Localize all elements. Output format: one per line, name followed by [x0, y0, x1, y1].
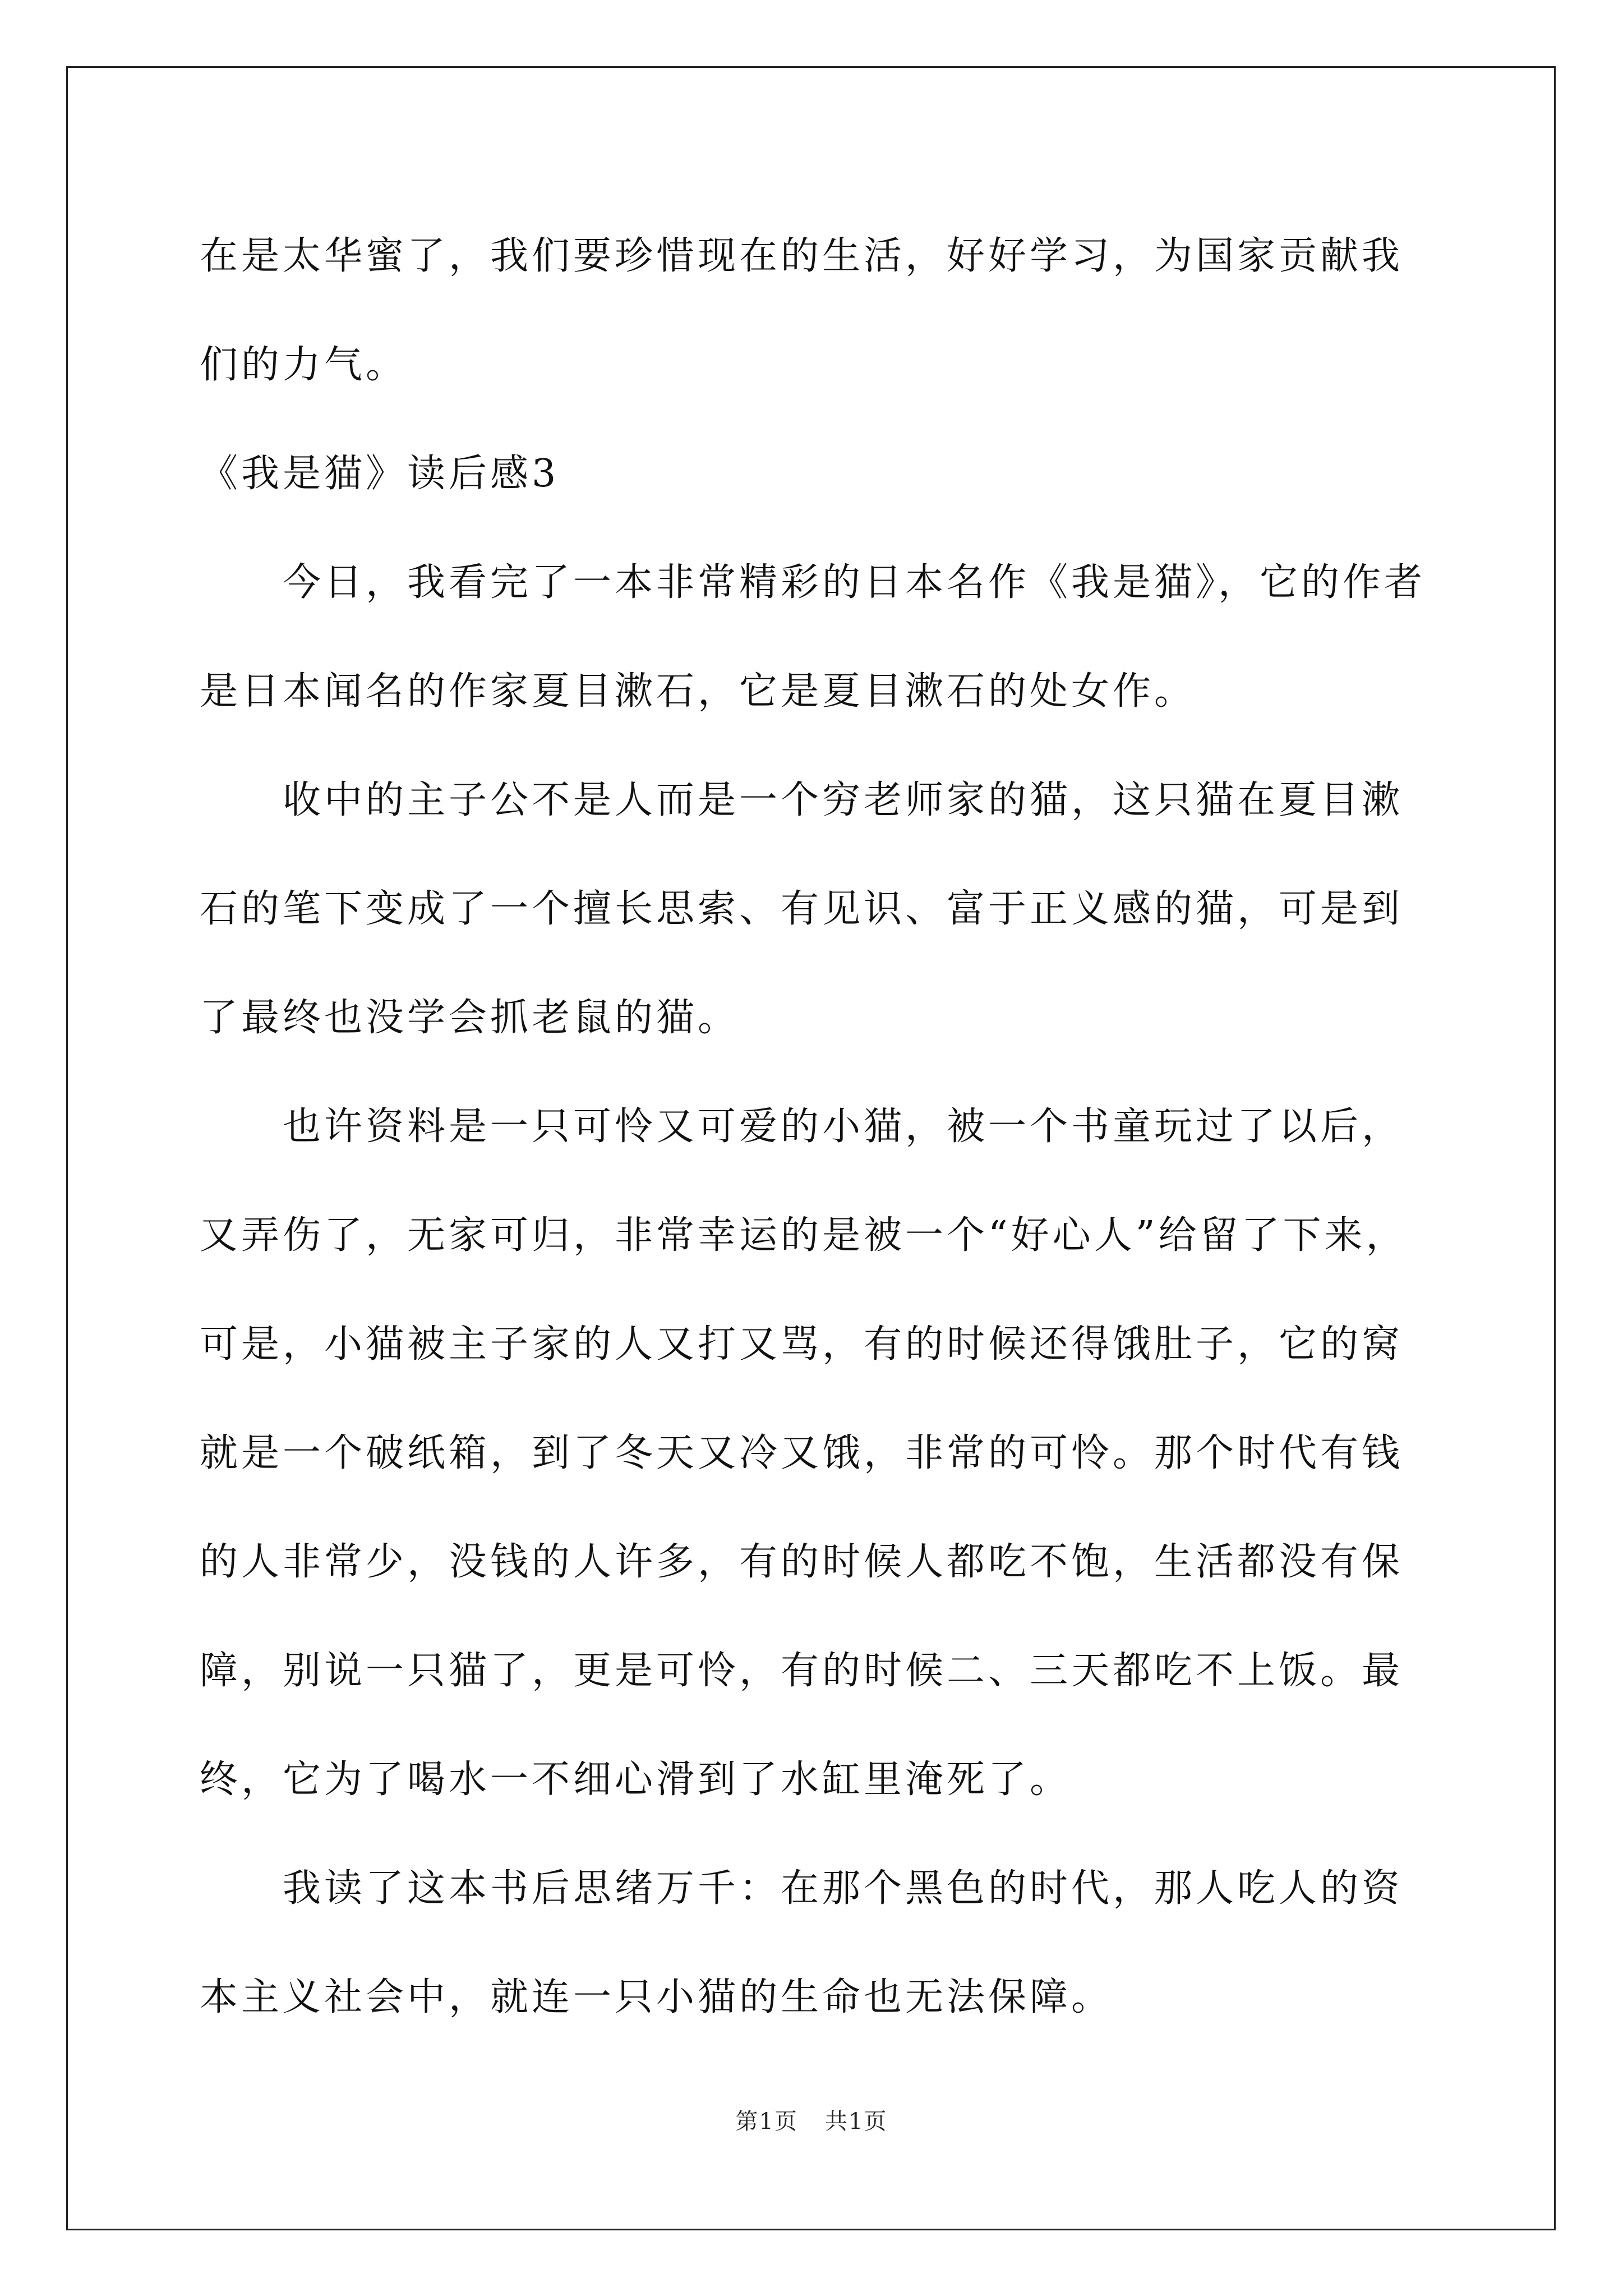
paragraph: 今日，我看完了一本非常精彩的日本名作《我是猫》，它的作者是日本闻名的作家夏目漱石，它是夏目漱石的处女作。: [200, 560, 1426, 714]
page-total: 共1页: [825, 2109, 888, 2134]
section-heading: 《我是猫》读后感3: [200, 452, 560, 496]
document-body: [200, 202, 1433, 2052]
continuation-paragraph: 在是太华蜜了，我们要珍惜现在的生活，好好学习，为国家贡献我们的力气。: [200, 234, 1404, 387]
paragraph: 我读了这本书后思绪万千：在那个黑色的时代，那人吃人的资本主义社会中，就连一只小猫的生命也无法保障。: [200, 1866, 1404, 2019]
paragraph: 也许资料是一只可怜又可爱的小猫，被一个书童玩过了以后，又弄伤了，无家可归，非常幸运的是被一个“好心人”给留了下来，可是，小猫被主子家的人又打又骂，有的时候还得饿肚子，它的窝就是一个破纸箱，到了冬天又冷又饿，非常的可怜。那个时代有钱的人非常少，没钱的人许多，有的时候人都吃不饱，生活都没有保障，别说一只猫了，更是可怜，有的时候二、三天都吃不上饭。最终，它为了喝水一不细心滑到了水缸里淹死了。: [200, 1105, 1408, 1802]
page-number: 第1页: [735, 2109, 798, 2134]
page-footer: [0, 2104, 1623, 2136]
paragraph: 收中的主子公不是人而是一个穷老师家的猫，这只猫在夏目漱石的笔下变成了一个擅长思索、有见识、富于正义感的猫，可是到了最终也没学会抓老鼠的猫。: [200, 778, 1404, 1040]
